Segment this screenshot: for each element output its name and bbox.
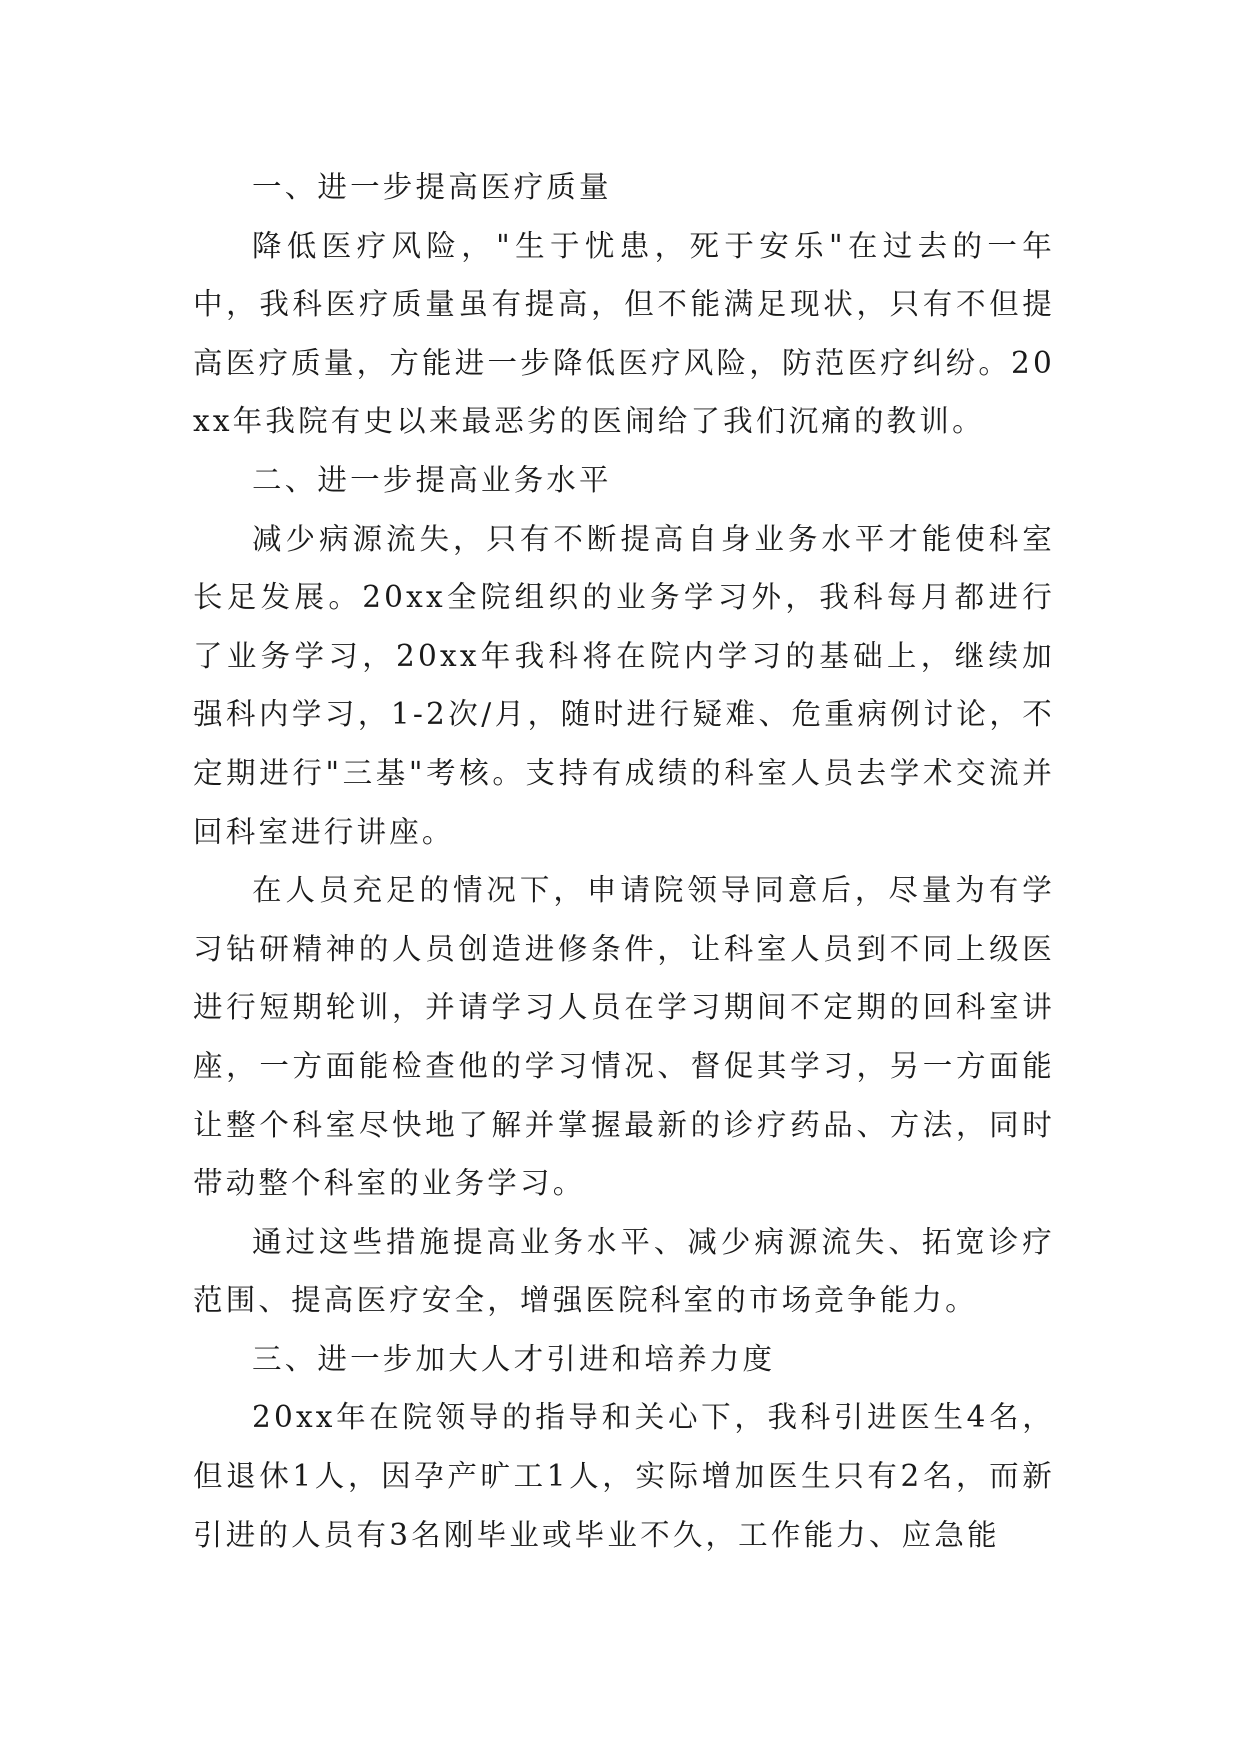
paragraph-talent: 20xx年在院领导的指导和关心下，我科引进医生4名，但退休1人，因孕产旷工1人，实际增加医生只有2名，而新引进的人员有3名刚毕业或毕业不久，工作能力、应急能 bbox=[193, 1400, 1055, 1552]
section-heading-1: 一、进一步提高医疗质量 bbox=[252, 170, 612, 204]
paragraph-business-study: 减少病源流失，只有不断提高自身业务水平才能使科室长足发展。20xx全院组织的业务学习外，我科每月都进行了业务学习，20xx年我科将在院内学习的基础上，继续加强科内学习，1-2次/月，随时进行疑难、危重病例讨论，不定期进行"三基"考核。支持有成绩的科室人员去学术交流并回科室进行讲座。 bbox=[193, 521, 1055, 849]
paragraph-measures: 通过这些措施提高业务水平、减少病源流失、拓宽诊疗范围、提高医疗安全，增强医院科室的市场竞争能力。 bbox=[193, 1224, 1055, 1318]
paragraph-medical-risk: 降低医疗风险，"生于忧患，死于安乐"在过去的一年中，我科医疗质量虽有提高，但不能满足现状，只有不但提高医疗质量，方能进一步降低医疗风险，防范医疗纠纷。20xx年我院有史以来最恶劣的医闹给了我们沉痛的教训。 bbox=[193, 228, 1055, 439]
paragraph-staff-training: 在人员充足的情况下，申请院领导同意后，尽量为有学习钻研精神的人员创造进修条件，让科室人员到不同上级医进行短期轮训，并请学习人员在学习期间不定期的回科室讲座，一方面能检查他的学习情况、督促其学习，另一方面能让整个科室尽快地了解并掌握最新的诊疗药品、方法，同时带动整个科室的业务学习。 bbox=[193, 873, 1055, 1201]
section-heading-2: 二、进一步提高业务水平 bbox=[252, 462, 612, 497]
section-heading-3: 三、进一步加大人才引进和培养力度 bbox=[252, 1341, 776, 1376]
document-body bbox=[193, 158, 1055, 1564]
